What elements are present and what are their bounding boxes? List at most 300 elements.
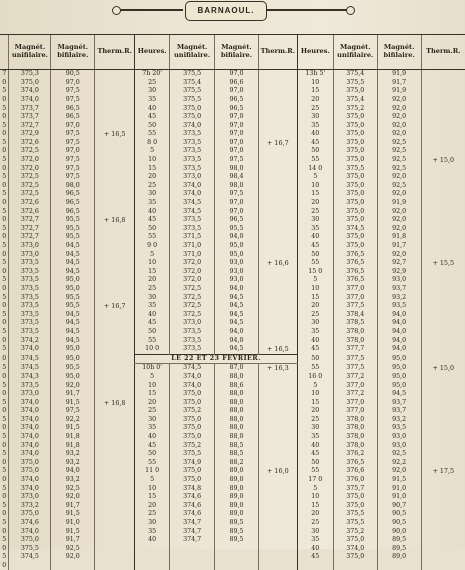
bi-cell: 93,7 bbox=[377, 407, 421, 416]
heures-cell: 10 bbox=[135, 259, 170, 268]
uni-cell: 375,0 bbox=[170, 433, 215, 442]
therm-cell bbox=[258, 493, 297, 502]
therm-cell bbox=[95, 70, 135, 79]
bi-cell: 97,0 bbox=[215, 199, 259, 208]
table-row bbox=[0, 199, 465, 208]
table-row bbox=[0, 302, 465, 311]
bi-cell: 92,0 bbox=[377, 216, 421, 225]
bi-cell: 87,0 bbox=[215, 364, 259, 373]
therm-cell: + 16,5 bbox=[95, 130, 135, 139]
bi-cell: 94,0 bbox=[215, 336, 259, 345]
bi-cell: 91,7 bbox=[51, 536, 95, 545]
therm-cell bbox=[258, 416, 297, 425]
heures-cell: 10 bbox=[297, 390, 333, 399]
heures-cell: 45 bbox=[135, 216, 170, 225]
heures-cell: 30 bbox=[297, 319, 333, 328]
heures-cell: 5 bbox=[0, 399, 9, 408]
uni-cell: 373,5 bbox=[9, 328, 51, 337]
uni-cell: 376,0 bbox=[333, 476, 377, 485]
table-row bbox=[0, 493, 465, 502]
bi-cell: 91,0 bbox=[377, 485, 421, 494]
heures-cell: 0 bbox=[0, 336, 9, 345]
therm-cell: + 16,8 bbox=[95, 399, 135, 408]
heures-cell: 15 bbox=[297, 502, 333, 511]
uni-cell: 373,5 bbox=[9, 319, 51, 328]
therm-cell bbox=[258, 147, 297, 156]
therm-cell bbox=[421, 399, 465, 408]
therm-cell bbox=[258, 276, 297, 285]
uni-cell: 373,5 bbox=[9, 276, 51, 285]
therm-cell bbox=[421, 96, 465, 105]
therm-cell bbox=[95, 345, 135, 354]
therm-cell bbox=[421, 450, 465, 459]
heures-cell: 5 bbox=[0, 242, 9, 251]
heures-cell: 35 bbox=[135, 199, 170, 208]
heures-cell: 0 bbox=[0, 407, 9, 416]
heures-cell: 0 bbox=[0, 233, 9, 242]
heures-cell: 55 bbox=[135, 459, 170, 468]
heures-cell: 0 bbox=[0, 390, 9, 399]
therm-cell bbox=[95, 208, 135, 217]
uni-cell bbox=[170, 553, 215, 562]
heures-cell: 40 bbox=[135, 433, 170, 442]
therm-cell bbox=[421, 104, 465, 113]
uni-cell: 375,3 bbox=[9, 70, 51, 79]
bi-cell: 92,5 bbox=[377, 147, 421, 156]
bi-cell: 91,8 bbox=[51, 442, 95, 451]
bi-cell: 92,0 bbox=[377, 208, 421, 217]
therm-cell bbox=[421, 182, 465, 191]
header-label: Therm.R. bbox=[97, 47, 131, 55]
heures-cell: 35 bbox=[135, 302, 170, 311]
uni-cell: 373,2 bbox=[9, 502, 51, 511]
uni-cell: 372,5 bbox=[170, 285, 215, 294]
bi-cell: 89,5 bbox=[377, 536, 421, 545]
therm-cell bbox=[95, 476, 135, 485]
heures-cell: 0 bbox=[0, 319, 9, 328]
heures-cell: 0 bbox=[0, 527, 9, 536]
bi-cell: 94,0 bbox=[377, 336, 421, 345]
bi-cell: 98,4 bbox=[215, 173, 259, 182]
therm-cell bbox=[95, 311, 135, 320]
heures-cell: 5 bbox=[0, 467, 9, 476]
heures-cell: 5 bbox=[135, 476, 170, 485]
heures-cell bbox=[297, 562, 333, 570]
heures-cell: 50 bbox=[297, 250, 333, 259]
therm-cell bbox=[258, 510, 297, 519]
heures-cell: 35 bbox=[297, 433, 333, 442]
therm-cell: + 15,5 bbox=[421, 259, 465, 268]
uni-cell: 375,0 bbox=[170, 416, 215, 425]
therm-cell bbox=[258, 302, 297, 311]
uni-cell: 377,0 bbox=[333, 381, 377, 390]
table-row bbox=[0, 381, 465, 390]
bi-cell: 88,5 bbox=[215, 442, 259, 451]
heures-cell: 20 bbox=[135, 502, 170, 511]
bi-cell: 92,0 bbox=[51, 493, 95, 502]
therm-cell bbox=[95, 390, 135, 399]
bi-cell: 97,0 bbox=[215, 113, 259, 122]
therm-cell bbox=[421, 190, 465, 199]
therm-cell bbox=[95, 493, 135, 502]
heures-cell: 30 bbox=[135, 190, 170, 199]
table-row bbox=[0, 165, 465, 174]
heures-cell: 10 bbox=[297, 79, 333, 88]
bi-cell: 92,5 bbox=[377, 165, 421, 174]
heures-cell: 10 bbox=[135, 381, 170, 390]
therm-cell bbox=[95, 467, 135, 476]
uni-cell: 376,6 bbox=[333, 467, 377, 476]
therm-cell bbox=[95, 442, 135, 451]
therm-cell bbox=[421, 519, 465, 528]
therm-cell bbox=[421, 242, 465, 251]
table-row bbox=[0, 364, 465, 373]
therm-cell bbox=[95, 173, 135, 182]
bi-cell: 97,0 bbox=[51, 147, 95, 156]
header-heures-2 bbox=[135, 35, 170, 70]
uni-cell: 374,0 bbox=[9, 96, 51, 105]
uni-cell: 375,5 bbox=[9, 545, 51, 554]
bi-cell: 91,7 bbox=[51, 502, 95, 511]
uni-cell: 377,2 bbox=[333, 390, 377, 399]
uni-cell: 376,5 bbox=[333, 459, 377, 468]
heures-cell: 50 bbox=[135, 122, 170, 131]
heures-cell: 10 0 bbox=[135, 345, 170, 354]
bi-cell: 93,2 bbox=[51, 476, 95, 485]
uni-cell: 377,0 bbox=[333, 293, 377, 302]
bi-cell: 96,5 bbox=[215, 104, 259, 113]
table-row bbox=[0, 536, 465, 545]
therm-cell: + 16,6 bbox=[258, 259, 297, 268]
table-body bbox=[0, 70, 465, 570]
therm-cell bbox=[95, 259, 135, 268]
heures-cell: 25 bbox=[135, 510, 170, 519]
bi-cell: 88,5 bbox=[215, 450, 259, 459]
heures-cell: 40 bbox=[135, 536, 170, 545]
therm-cell bbox=[258, 104, 297, 113]
bi-cell: 89,5 bbox=[215, 527, 259, 536]
heures-cell: 0 bbox=[0, 79, 9, 88]
heures-cell: 55 bbox=[297, 259, 333, 268]
uni-cell: 374,5 bbox=[170, 364, 215, 373]
uni-cell: 373,0 bbox=[9, 493, 51, 502]
bi-cell: 91,5 bbox=[51, 510, 95, 519]
therm-cell bbox=[258, 519, 297, 528]
uni-cell: 373,5 bbox=[9, 302, 51, 311]
header-row bbox=[0, 35, 465, 70]
heures-cell: 5 bbox=[0, 190, 9, 199]
therm-cell bbox=[421, 373, 465, 382]
heures-cell: 5 bbox=[0, 345, 9, 354]
bi-cell: 97,5 bbox=[51, 156, 95, 165]
uni-cell: 374,5 bbox=[333, 225, 377, 234]
header-label: Magnét. unifilaire. bbox=[337, 43, 373, 59]
uni-cell: 372,5 bbox=[9, 190, 51, 199]
heures-cell: 5 bbox=[0, 536, 9, 545]
heures-cell: 15 bbox=[135, 390, 170, 399]
bi-cell: 92,0 bbox=[377, 190, 421, 199]
bi-cell: 97,0 bbox=[215, 208, 259, 217]
uni-cell: 374,6 bbox=[170, 510, 215, 519]
bi-cell: 98,0 bbox=[51, 182, 95, 191]
therm-cell bbox=[258, 450, 297, 459]
therm-cell bbox=[258, 293, 297, 302]
uni-cell: 374,0 bbox=[9, 345, 51, 354]
uni-cell: 378,0 bbox=[333, 433, 377, 442]
bi-cell: 95,0 bbox=[377, 364, 421, 373]
uni-cell: 372,5 bbox=[9, 173, 51, 182]
therm-cell bbox=[258, 407, 297, 416]
bi-cell: 91,5 bbox=[51, 527, 95, 536]
therm-cell bbox=[95, 416, 135, 425]
uni-cell: 373,5 bbox=[9, 285, 51, 294]
therm-cell: + 15,0 bbox=[421, 364, 465, 373]
uni-cell: 375,0 bbox=[333, 147, 377, 156]
bi-cell: 89,5 bbox=[215, 536, 259, 545]
bi-cell: 92,0 bbox=[377, 96, 421, 105]
therm-cell bbox=[258, 390, 297, 399]
table-row bbox=[0, 250, 465, 259]
heures-cell: 5 bbox=[135, 147, 170, 156]
uni-cell: 376,5 bbox=[333, 268, 377, 277]
uni-cell: 373,5 bbox=[170, 225, 215, 234]
bi-cell: 92,0 bbox=[377, 173, 421, 182]
heures-cell: 30 bbox=[135, 87, 170, 96]
therm-cell bbox=[421, 553, 465, 562]
therm-cell bbox=[258, 536, 297, 545]
bi-cell: 92,7 bbox=[377, 259, 421, 268]
uni-cell: 375,0 bbox=[9, 79, 51, 88]
bi-cell: 95,5 bbox=[215, 225, 259, 234]
uni-cell: 375,5 bbox=[170, 70, 215, 79]
bi-cell: 97,5 bbox=[51, 87, 95, 96]
therm-cell bbox=[95, 562, 135, 570]
bi-cell: 93,0 bbox=[377, 433, 421, 442]
table-row bbox=[0, 562, 465, 570]
uni-cell: 377,0 bbox=[333, 399, 377, 408]
uni-cell: 374,0 bbox=[9, 485, 51, 494]
uni-cell: 375,5 bbox=[333, 79, 377, 88]
heures-cell: 40 bbox=[297, 336, 333, 345]
header-heures-1 bbox=[0, 35, 9, 70]
table-row bbox=[0, 407, 465, 416]
uni-cell: 375,0 bbox=[170, 104, 215, 113]
bi-cell: 92,0 bbox=[377, 122, 421, 131]
therm-cell bbox=[258, 373, 297, 382]
therm-cell bbox=[258, 79, 297, 88]
bi-cell: 95,0 bbox=[51, 354, 95, 364]
heures-cell: 55 bbox=[297, 156, 333, 165]
uni-cell: 375,0 bbox=[170, 467, 215, 476]
heures-cell: 35 bbox=[297, 328, 333, 337]
uni-cell: 372,0 bbox=[170, 268, 215, 277]
therm-cell bbox=[258, 156, 297, 165]
bi-cell: 92,5 bbox=[377, 139, 421, 148]
therm-cell bbox=[421, 293, 465, 302]
heures-cell: 0 bbox=[0, 302, 9, 311]
uni-cell: 374,7 bbox=[170, 527, 215, 536]
uni-cell: 375,0 bbox=[333, 208, 377, 217]
heures-cell: 10 bbox=[297, 182, 333, 191]
therm-cell bbox=[421, 459, 465, 468]
therm-cell bbox=[258, 225, 297, 234]
heures-cell: 8 0 bbox=[135, 139, 170, 148]
bi-cell: 96,5 bbox=[51, 104, 95, 113]
therm-cell bbox=[421, 173, 465, 182]
therm-cell bbox=[258, 130, 297, 139]
uni-cell: 375,0 bbox=[333, 233, 377, 242]
uni-cell: 372,9 bbox=[9, 130, 51, 139]
bi-cell: 97,5 bbox=[51, 165, 95, 174]
heures-cell: 25 bbox=[297, 208, 333, 217]
heures-cell: 30 bbox=[297, 424, 333, 433]
uni-cell: 374,6 bbox=[9, 519, 51, 528]
therm-cell bbox=[258, 442, 297, 451]
table-row bbox=[0, 173, 465, 182]
heures-cell: 10 bbox=[297, 493, 333, 502]
therm-cell bbox=[421, 527, 465, 536]
heures-cell: 5 bbox=[0, 87, 9, 96]
uni-cell: 373,5 bbox=[170, 336, 215, 345]
heures-cell: 20 bbox=[297, 510, 333, 519]
heures-cell: 25 bbox=[135, 182, 170, 191]
uni-cell: 373,5 bbox=[170, 139, 215, 148]
bi-cell: 93,0 bbox=[377, 276, 421, 285]
uni-cell: 375,0 bbox=[9, 536, 51, 545]
uni-cell: 375,0 bbox=[170, 424, 215, 433]
table-row bbox=[0, 328, 465, 337]
uni-cell: 375,2 bbox=[170, 442, 215, 451]
uni-cell: 373,5 bbox=[9, 259, 51, 268]
table-row bbox=[0, 259, 465, 268]
bi-cell: 88,0 bbox=[215, 424, 259, 433]
uni-cell: 375,0 bbox=[333, 156, 377, 165]
heures-cell: 11 0 bbox=[135, 467, 170, 476]
page-header bbox=[0, 0, 465, 28]
uni-cell: 374,0 bbox=[9, 442, 51, 451]
bi-cell: 97,0 bbox=[215, 70, 259, 79]
therm-cell bbox=[258, 87, 297, 96]
uni-cell: 373,7 bbox=[9, 104, 51, 113]
header-magnet-bi-1 bbox=[51, 35, 95, 70]
heures-cell: 50 bbox=[297, 459, 333, 468]
heures-cell: 55 bbox=[297, 467, 333, 476]
uni-cell: 374,0 bbox=[9, 424, 51, 433]
heures-cell: 9 0 bbox=[135, 242, 170, 251]
bi-cell: 95,0 bbox=[51, 276, 95, 285]
therm-cell bbox=[95, 354, 135, 364]
bi-cell: 92,0 bbox=[377, 130, 421, 139]
heures-cell: 0 bbox=[0, 424, 9, 433]
bi-cell: 89,0 bbox=[215, 510, 259, 519]
therm-cell bbox=[95, 459, 135, 468]
table-row bbox=[0, 319, 465, 328]
heures-cell: 35 bbox=[135, 527, 170, 536]
uni-cell: 377,0 bbox=[333, 285, 377, 294]
bi-cell: 97,0 bbox=[215, 87, 259, 96]
heures-cell: 35 bbox=[135, 96, 170, 105]
heures-cell: 5 bbox=[0, 381, 9, 390]
uni-cell: 374,7 bbox=[170, 519, 215, 528]
therm-cell bbox=[95, 276, 135, 285]
heures-cell: 0 bbox=[0, 96, 9, 105]
therm-cell bbox=[258, 399, 297, 408]
heures-cell: 5 bbox=[297, 173, 333, 182]
therm-cell bbox=[258, 250, 297, 259]
uni-cell: 371,0 bbox=[170, 250, 215, 259]
uni-cell: 375,5 bbox=[170, 87, 215, 96]
therm-cell bbox=[421, 147, 465, 156]
uni-cell: 374,6 bbox=[170, 502, 215, 511]
therm-cell bbox=[95, 87, 135, 96]
uni-cell: 375,0 bbox=[333, 113, 377, 122]
bi-cell: 92,0 bbox=[377, 104, 421, 113]
uni-cell: 373,0 bbox=[9, 390, 51, 399]
heures-cell: 16 0 bbox=[297, 373, 333, 382]
therm-cell bbox=[258, 96, 297, 105]
uni-cell: 376,2 bbox=[333, 450, 377, 459]
table-row bbox=[0, 242, 465, 251]
bi-cell: 97,0 bbox=[215, 139, 259, 148]
table-row bbox=[0, 485, 465, 494]
bi-cell: 93,0 bbox=[215, 259, 259, 268]
bi-cell: 95,0 bbox=[51, 373, 95, 382]
heures-cell: 5 bbox=[0, 259, 9, 268]
heures-cell: 15 0 bbox=[297, 268, 333, 277]
heures-cell: 17 0 bbox=[297, 476, 333, 485]
heures-cell: 45 bbox=[297, 242, 333, 251]
heures-cell: 30 bbox=[135, 519, 170, 528]
bi-cell: 93,5 bbox=[377, 302, 421, 311]
uni-cell: 374,0 bbox=[9, 476, 51, 485]
bi-cell: 90,0 bbox=[377, 527, 421, 536]
heures-cell: 20 bbox=[135, 276, 170, 285]
heures-cell: 0 bbox=[0, 476, 9, 485]
heures-cell: 5 bbox=[0, 276, 9, 285]
header-label: Therm.R. bbox=[261, 47, 295, 55]
table-row bbox=[0, 208, 465, 217]
heures-cell: 0 bbox=[0, 130, 9, 139]
table-row bbox=[0, 311, 465, 320]
uni-cell: 374,7 bbox=[170, 536, 215, 545]
header-therm-3 bbox=[421, 35, 465, 70]
therm-cell bbox=[95, 233, 135, 242]
heures-cell: 20 bbox=[135, 173, 170, 182]
uni-cell: 373,0 bbox=[9, 250, 51, 259]
bi-cell: 94,5 bbox=[51, 242, 95, 251]
therm-cell bbox=[421, 442, 465, 451]
heures-cell: 50 bbox=[297, 354, 333, 364]
uni-cell: 373,5 bbox=[9, 381, 51, 390]
therm-cell bbox=[95, 536, 135, 545]
heures-cell: 5 bbox=[0, 225, 9, 234]
therm-cell bbox=[258, 199, 297, 208]
bi-cell: 93,0 bbox=[377, 442, 421, 451]
bi-cell: 95,5 bbox=[51, 293, 95, 302]
bi-cell: 91,8 bbox=[51, 433, 95, 442]
bi-cell: 96,6 bbox=[215, 79, 259, 88]
table-row bbox=[0, 354, 465, 364]
bi-cell: 97,0 bbox=[215, 130, 259, 139]
bi-cell: 92,0 bbox=[377, 250, 421, 259]
uni-cell: 375,0 bbox=[333, 242, 377, 251]
therm-cell bbox=[421, 165, 465, 174]
heures-cell: 35 bbox=[297, 122, 333, 131]
table-row bbox=[0, 433, 465, 442]
heures-cell: 20 bbox=[297, 302, 333, 311]
heures-cell: 5 bbox=[0, 293, 9, 302]
uni-cell: 375,0 bbox=[170, 476, 215, 485]
